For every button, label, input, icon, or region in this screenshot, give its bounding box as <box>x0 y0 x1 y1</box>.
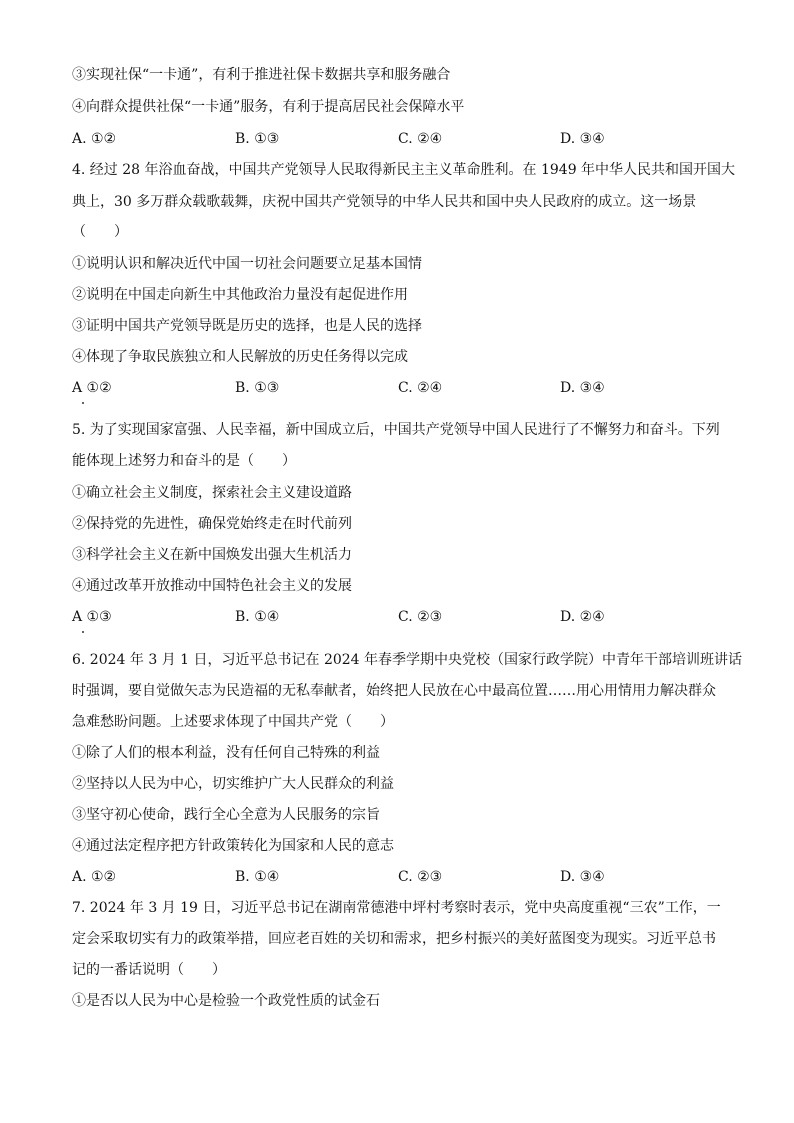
q5-statement-4: ④通过改革开放推动中国特色社会主义的发展 <box>72 578 352 594</box>
q3-option-c: C. ②④ <box>398 131 443 147</box>
q3-statement-3: ③实现社保“一卡通”，有利于推进社保卡数据共享和服务融合 <box>72 67 451 83</box>
q4-options <box>72 378 732 398</box>
q4-option-a: A ①② <box>72 380 112 396</box>
q3-option-d: D. ③④ <box>560 131 605 147</box>
q6-stem-line-3: 急难愁盼问题。上述要求体现了中国共产党（ ） <box>72 714 394 730</box>
q7-stem-line-2: 定会采取切实有力的政策举措，回应老百姓的关切和需求，把乡村振兴的美好蓝图变为现实。习近平总书 <box>72 931 716 947</box>
q3-statement-4: ④向群众提供社保“一卡通”服务，有利于提高居民社会保障水平 <box>72 99 465 115</box>
q6-statement-4: ④通过法定程序把方针政策转化为国家和人民的意志 <box>72 838 394 854</box>
q7-stem-line-1: 7. 2024 年 3 月 19 日，习近平总书记在湖南常德港中坪村考察时表示，党中央高度重视“三农”工作，一 <box>72 900 721 916</box>
q5-option-a: A ①③ <box>72 609 112 625</box>
q4-option-d: D. ③④ <box>560 380 605 396</box>
q4-statement-2: ②说明在中国走向新生中其他政治力量没有起促进作用 <box>72 287 408 303</box>
q4-statement-3: ③证明中国共产党领导既是历史的选择，也是人民的选择 <box>72 318 422 334</box>
stray-dot-mark <box>82 402 84 404</box>
q5-statement-1: ①确立社会主义制度，探索社会主义建设道路 <box>72 485 352 501</box>
q6-statement-2: ②坚持以人民为中心，切实维护广大人民群众的利益 <box>72 776 394 792</box>
q6-statement-3: ③坚守初心使命，践行全心全意为人民服务的宗旨 <box>72 807 380 823</box>
q4-statement-4: ④体现了争取民族独立和人民解放的历史任务得以完成 <box>72 349 408 365</box>
q6-statement-1: ①除了人们的根本利益，没有任何自己特殊的利益 <box>72 745 380 761</box>
q4-stem-line-1: 4. 经过 28 年浴血奋战，中国共产党领导人民取得新民主主义革命胜利。在 1949 年中华人民共和国开国大 <box>72 162 736 178</box>
q5-stem-line-2: 能体现上述努力和奋斗的是（ ） <box>72 453 296 469</box>
q6-option-c: C. ②③ <box>398 869 443 885</box>
q4-stem-line-2: 典上，30 多万群众载歌载舞，庆祝中国共产党领导的中华人民共和国中央人民政府的成立。这一场景 <box>72 194 697 210</box>
stray-dot-mark <box>82 631 84 633</box>
q6-stem-line-1: 6. 2024 年 3 月 1 日，习近平总书记在 2024 年春季学期中央党校（国家行政学院）中青年干部培训班讲话 <box>72 652 743 668</box>
q5-option-d: D. ②④ <box>560 609 605 625</box>
q5-statement-2: ②保持党的先进性，确保党始终走在时代前列 <box>72 516 352 532</box>
q5-stem-line-1: 5. 为了实现国家富强、人民幸福，新中国成立后，中国共产党领导中国人民进行了不懈努力和奋斗。下列 <box>72 422 720 438</box>
q7-stem-line-3: 记的一番话说明（ ） <box>72 962 226 978</box>
q3-option-b: B. ①③ <box>235 131 280 147</box>
q6-options <box>72 867 732 887</box>
q3-options <box>72 129 732 149</box>
q5-option-c: C. ②③ <box>398 609 443 625</box>
q4-answer-blank: （ ） <box>72 224 128 240</box>
q3-option-a: A. ①② <box>72 131 117 147</box>
q7-statement-1: ①是否以人民为中心是检验一个政党性质的试金石 <box>72 993 380 1009</box>
q4-option-b: B. ①③ <box>235 380 280 396</box>
q4-statement-1: ①说明认识和解决近代中国一切社会问题要立足基本国情 <box>72 256 422 272</box>
q6-option-b: B. ①④ <box>235 869 280 885</box>
q6-stem-line-2: 时强调，要自觉做矢志为民造福的无私奉献者，始终把人民放在心中最高位置……用心用情用力解决群众 <box>72 683 716 699</box>
q5-option-b: B. ①④ <box>235 609 280 625</box>
q6-option-a: A. ①② <box>72 869 117 885</box>
q5-statement-3: ③科学社会主义在新中国焕发出强大生机活力 <box>72 547 352 563</box>
q6-option-d: D. ③④ <box>560 869 605 885</box>
q5-options <box>72 607 732 627</box>
q4-option-c: C. ②④ <box>398 380 443 396</box>
